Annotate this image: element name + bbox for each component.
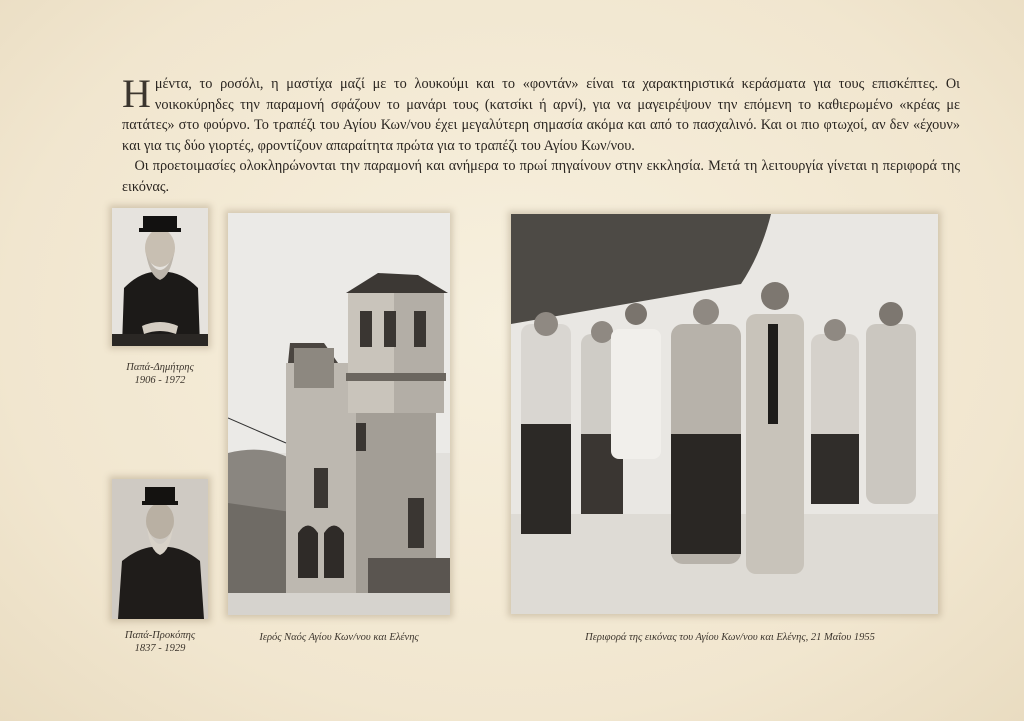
church-photo [228, 213, 450, 615]
church-caption: Ιερός Ναός Αγίου Κων/νου και Ελένης [259, 632, 419, 643]
priest-1-years: 1906 - 1972 [134, 375, 186, 386]
priest-2-name: Παπά-Προκόπης [124, 630, 196, 641]
intro-text [122, 71, 960, 197]
procession-photo [511, 214, 938, 614]
paragraph-2-text: Οι προετοιμασίες ολοκληρώνονται την παραμονή και ανήμερα το πρωί πηγαίνουν στην εκκλησία. Μετά τη λειτουργία γίνεται η περιφορά της εικόνας. [122, 158, 960, 195]
intro-paragraph-2 [122, 156, 960, 197]
priest-2-years: 1837 - 1929 [134, 643, 186, 654]
drop-cap: Η [122, 71, 151, 116]
procession-caption: Περιφορά της εικόνας του Αγίου Κων/νου και Ελένης, 21 Μαΐου 1955 [585, 632, 875, 643]
priest-2-caption [100, 629, 220, 655]
paragraph-1-text: μέντα, το ροσόλι, η μαστίχα μαζί με το λουκούμι και το «φοντάν» είναι τα χαρακτηριστικά κεράσματα για τους επισκέπτες. Οι νοικοκύρηδες την παραμονή σφάζουν το μανάρι τους (κατσίκι ή αρνί), για να μαγειρέψουν την επόμενη το καθιερωμένο «κρέας με πατάτες» στο φούρνο. Το τραπέζι του Αγίου Κων/νου έχει μεγαλύτερη σημασία ακόμα και από το πασχαλινό. Και οι πιο φτωχοί, αν δεν «έχουν» και για τις δύο γιορτές, φροντίζουν απαραίτητα πρώτα για το τραπέζι του Αγίου Κων/νου. [122, 76, 960, 154]
priest-1-name: Παπά-Δημήτρης [126, 362, 194, 373]
intro-paragraph-1 [122, 71, 960, 156]
priest-1-caption [100, 361, 220, 387]
priest-photo-1 [112, 208, 208, 346]
priest-photo-2 [112, 479, 208, 619]
